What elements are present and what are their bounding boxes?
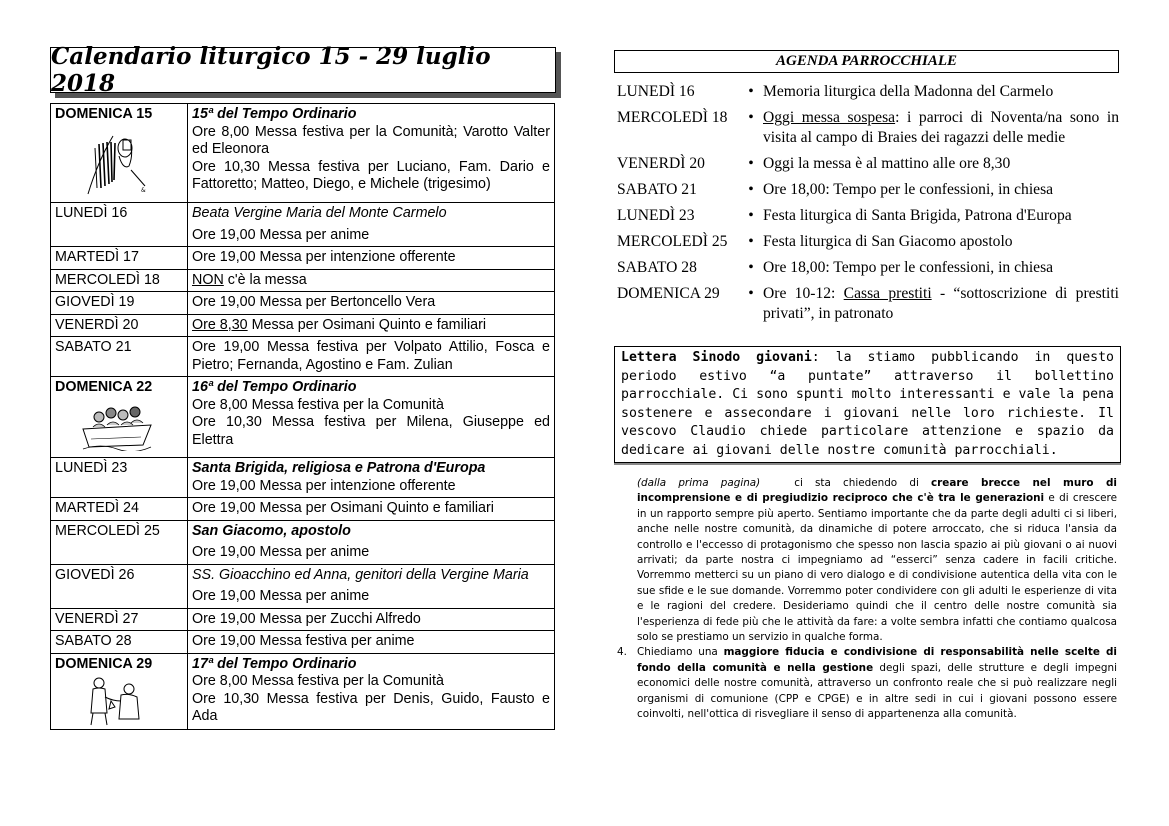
clip-art-icon	[83, 126, 153, 196]
table-row	[51, 269, 555, 292]
agenda-day: SABATO 28	[617, 259, 697, 276]
agenda-item	[617, 232, 1119, 252]
day-cell: SABATO 21	[51, 337, 188, 377]
day-cell: SABATO 28	[51, 631, 188, 654]
desc-cell	[188, 104, 555, 203]
agenda-emphasis: Cassa prestiti	[843, 285, 932, 302]
bullet-icon: •	[748, 109, 754, 126]
people-clip-art-icon	[85, 675, 147, 727]
agenda-day: LUNEDÌ 16	[617, 83, 695, 100]
table-row	[51, 337, 555, 377]
desc-cell	[188, 458, 555, 498]
agenda-day: DOMENICA 29	[617, 285, 720, 302]
day-cell	[51, 653, 188, 730]
table-row	[51, 247, 555, 270]
agenda-title	[614, 50, 1119, 73]
celebration-heading: SS. Gioacchino ed Anna, genitori della Vergine Maria	[192, 566, 529, 583]
sinodo-notice-box	[614, 346, 1121, 463]
agenda-text	[763, 108, 1119, 148]
mass-line: Ore 19,00 Messa per Osimani Quinto e familiari	[188, 498, 555, 521]
agenda-text-rest: - “sottoscrizione di prestiti privati”, in patronato	[763, 285, 1119, 322]
day-cell	[51, 377, 188, 458]
non-label: NON	[192, 271, 224, 288]
mass-line: c'è la messa	[223, 271, 307, 288]
day-cell: MARTEDÌ 24	[51, 498, 188, 521]
desc-cell	[188, 377, 555, 458]
article-text	[617, 476, 1117, 723]
desc-cell	[188, 520, 555, 564]
agenda-text-pre: Ore 10-12:	[763, 285, 844, 302]
bullet-icon: •	[748, 233, 754, 250]
liturgical-calendar-table	[50, 103, 555, 730]
mass-line: Ore 19,00 Messa per intenzione offerente	[192, 477, 456, 494]
celebration-heading: 17ª del Tempo Ordinario	[192, 655, 357, 672]
desc-cell	[188, 314, 555, 337]
mass-line: Messa per Osimani Quinto e familiari	[247, 316, 487, 333]
article-text-part: e di crescere in un rapporto sempre più aperto. Sentiamo importante che da parte degli adulti ci si liberi, anche nelle nostre comunità, da dinamiche di potere arroccato, che si riduca l'ansia da controllo e l'eccesso di protagonismo che spesso non lascia spazio ai più giovani o ai nuovi arrivati; da parte nostra ci impegniamo ad “esserci” senza cadere in facili critiche. Vorremmo metterci su un piano di vero dialogo e di condivisione autentica della vita con le sue sfide e le sue domande. Vorremmo poter condividere con gli adulti le esperienze di vita e le ragioni del credere. Desideriamo quindi che il centro delle nostre comunità sia l'esperienza di fede più che le attività da fare: a volte sembra infatti che contiamo qualcosa solo se prestiamo un servizio in qualche forma.	[637, 492, 1117, 644]
agenda-text	[763, 284, 1119, 324]
article-emphasis: maggiore fiducia e condivisione di responsabilità nelle scelte di fondo della comunità e nella gestione	[637, 646, 1117, 674]
celebration-heading: 16ª del Tempo Ordinario	[192, 379, 357, 395]
celebration-heading: 15ª del Tempo Ordinario	[192, 106, 357, 122]
agenda-text: Festa liturgica di San Giacomo apostolo	[763, 233, 1013, 250]
table-row	[51, 631, 555, 654]
celebration-heading: San Giacomo, apostolo	[192, 522, 351, 539]
desc-cell	[188, 203, 555, 247]
bullet-icon: •	[748, 285, 754, 302]
mass-line: Ore 8,00 Messa festiva per la Comunità; Varotto Valter ed Eleonora	[192, 123, 550, 157]
agenda-text: Ore 18,00: Tempo per le confessioni, in chiesa	[763, 181, 1054, 198]
title-text: Calendario liturgico 15 - 29 luglio 2018	[51, 43, 491, 97]
agenda-day: LUNEDÌ 23	[617, 207, 695, 224]
day-label: DOMENICA 15	[55, 106, 153, 122]
agenda-text: Oggi la messa è al mattino alle ore 8,30	[763, 155, 1011, 172]
table-row	[51, 104, 555, 203]
article-emphasis: creare brecce nel muro di incomprensione e di pregiudizio reciproco che c'è tra le generazioni	[637, 477, 1117, 505]
mass-line: Ore 8,00 Messa festiva per la Comunità	[192, 396, 444, 413]
table-row	[51, 608, 555, 631]
mass-line: Ore 19,00 Messa per anime	[192, 226, 370, 243]
day-cell: MERCOLEDÌ 25	[51, 520, 188, 564]
celebration-heading: Santa Brigida, religiosa e Patrona d'Europa	[192, 460, 486, 476]
svg-text:&: &	[141, 186, 146, 194]
day-label: DOMENICA 22	[55, 379, 153, 395]
day-cell: MARTEDÌ 17	[51, 247, 188, 270]
article-lead: (dalla prima pagina)	[637, 477, 761, 489]
agenda-day: MERCOLEDÌ 18	[617, 109, 728, 126]
bullet-icon: •	[748, 181, 754, 198]
table-row	[51, 377, 555, 458]
mass-line: Ore 19,00 Messa per Bertoncello Vera	[188, 292, 555, 315]
mass-line: Ore 19,00 Messa per intenzione offerente	[188, 247, 555, 270]
celebration-heading: Beata Vergine Maria del Monte Carmelo	[192, 205, 447, 221]
day-cell: GIOVEDÌ 26	[51, 564, 188, 608]
sinodo-title: Lettera Sinodo giovani	[621, 350, 812, 365]
table-row	[51, 292, 555, 315]
table-row	[51, 203, 555, 247]
agenda-item	[617, 154, 1119, 174]
day-cell: VENERDÌ 27	[51, 608, 188, 631]
agenda-item	[617, 284, 1119, 324]
agenda-item	[617, 258, 1119, 278]
mass-line: Ore 10,30 Messa festiva per Luciano, Fam. Dario e Fattoretto; Matteo, Diego, e Michele (trigesimo)	[192, 158, 550, 192]
agenda-day: SABATO 21	[617, 181, 697, 198]
sinodo-text: : la stiamo pubblicando in questo periodo estivo “a puntate” attraverso il bollettino parrocchiale. Ci sono spunti molto interessanti e vale la pena sostenere e assecondare i giovani nelle loro richieste. Il vescovo Claudio chiede particolare attenzione e spazio da dedicare ai giovani delle nostre comunità parrocchiali.	[621, 350, 1114, 458]
agenda-day: VENERDÌ 20	[617, 155, 705, 172]
desc-cell	[188, 653, 555, 730]
bullet-icon: •	[748, 207, 754, 224]
mass-line: Ore 10,30 Messa festiva per Milena, Giuseppe ed Elettra	[192, 414, 550, 448]
table-row	[51, 520, 555, 564]
agenda-text-rest: : i parroci di Noventa/na sono in visita al campo di Braies dei ragazzi delle medie	[763, 109, 1119, 146]
agenda-item	[617, 206, 1119, 226]
desc-cell	[188, 564, 555, 608]
agenda-text: Festa liturgica di Santa Brigida, Patrona d'Europa	[763, 207, 1072, 224]
article-text-part: degli spazi, delle strutture e degli impegni economici delle nostre comunità, attraverso un confronto reale che si può realizzare negli organismi di comunione (CPP e CPGE) e in altre sedi in cui i giovani possono essere coinvolti, nell'ottica di risvegliare il senso di appartenenza alla comunità.	[637, 661, 1117, 721]
agenda-item	[617, 108, 1119, 148]
day-cell: LUNEDÌ 23	[51, 458, 188, 498]
bullet-icon: •	[748, 155, 754, 172]
agenda-emphasis: Oggi messa sospesa	[763, 109, 896, 126]
mass-line: Ore 19,00 Messa festiva per anime	[188, 631, 555, 654]
agenda-text: Ore 18,00: Tempo per le confessioni, in chiesa	[763, 259, 1054, 276]
article-text-part: ci sta chiedendo di	[794, 477, 932, 489]
agenda-item	[617, 180, 1119, 200]
desc-cell	[188, 269, 555, 292]
mass-line: Ore 10,30 Messa festiva per Denis, Guido, Fausto e Ada	[192, 690, 550, 724]
table-row	[51, 498, 555, 521]
table-row	[51, 314, 555, 337]
agenda-title-text: AGENDA PARROCCHIALE	[775, 53, 958, 69]
table-row	[51, 564, 555, 608]
bullet-icon: •	[748, 83, 754, 100]
table-row	[51, 653, 555, 730]
day-cell: MERCOLEDÌ 18	[51, 269, 188, 292]
day-label: DOMENICA 29	[55, 655, 153, 672]
day-cell: GIOVEDÌ 19	[51, 292, 188, 315]
day-cell: LUNEDÌ 16	[51, 203, 188, 247]
article-text-part: Chiediamo una	[637, 646, 724, 659]
article-numbered-paragraph	[617, 645, 1117, 722]
agenda-item	[617, 82, 1119, 102]
mass-line: Ore 19,00 Messa per Zucchi Alfredo	[188, 608, 555, 631]
day-cell: VENERDÌ 20	[51, 314, 188, 337]
page-title	[50, 43, 556, 97]
agenda-text: Memoria liturgica della Madonna del Carmelo	[763, 83, 1054, 100]
mass-time: Ore 8,30	[192, 316, 248, 333]
agenda-day: MERCOLEDÌ 25	[617, 233, 728, 250]
article-paragraph	[637, 476, 1117, 645]
boat-clip-art-icon	[81, 399, 153, 451]
mass-line: Ore 19,00 Messa per anime	[192, 544, 370, 560]
day-cell	[51, 104, 188, 203]
bullet-icon: •	[748, 259, 754, 276]
item-number: 4.	[617, 646, 627, 659]
table-row	[51, 458, 555, 498]
mass-line: Ore 19,00 Messa festiva per Volpato Attilio, Fosca e Pietro; Fernanda, Agostino e Fam. Zulian	[188, 337, 555, 377]
agenda-list	[617, 82, 1119, 330]
mass-line: Ore 8,00 Messa festiva per la Comunità	[192, 673, 444, 689]
mass-line: Ore 19,00 Messa per anime	[192, 588, 370, 604]
